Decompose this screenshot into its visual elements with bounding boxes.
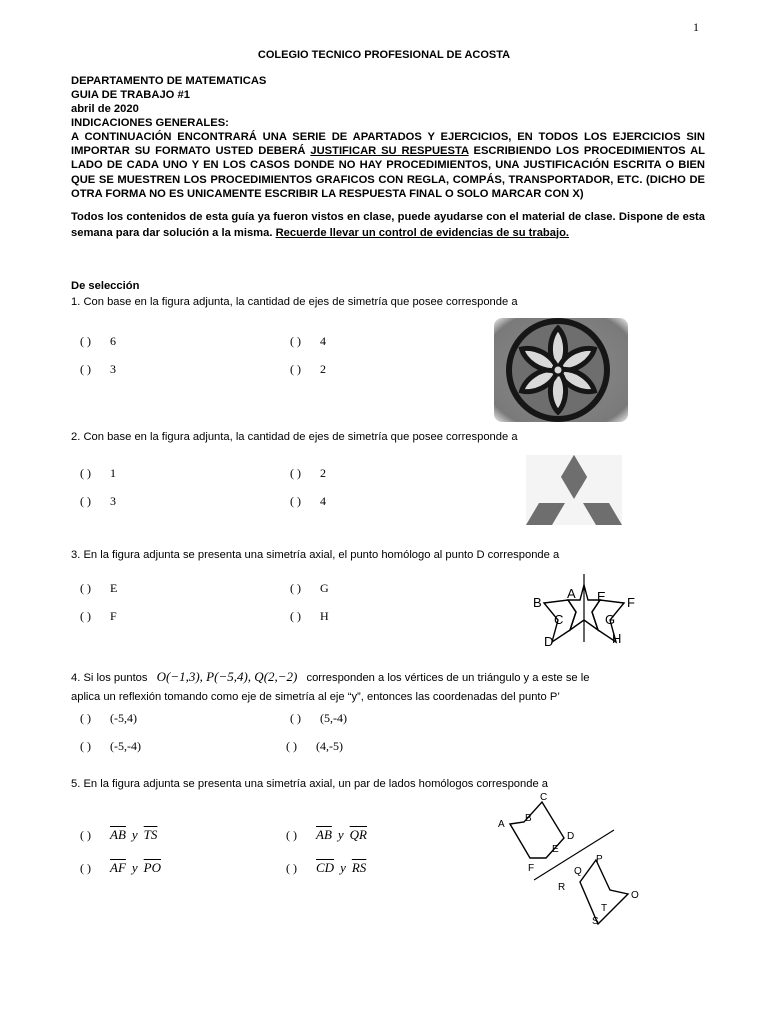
intro-text [71, 210, 705, 241]
question-4-line-1: 4. Si los puntos O(−1,3), P(−5,4), Q(2,−2) corresponden a los vértices de un triángulo y a este se le [71, 669, 590, 684]
q2-option-a[interactable]: ( ) 1 [80, 466, 116, 480]
indicaciones-text [71, 130, 705, 201]
indicaciones-title: INDICACIONES GENERALES: [71, 117, 229, 129]
points-expression: O(−1,3), P(−5,4), Q(2,−2) [156, 669, 298, 684]
poly-label-d: D [567, 831, 575, 842]
star-label-c: C [554, 612, 564, 627]
poly-label-r: R [558, 882, 566, 893]
school-title: COLEGIO TECNICO PROFESIONAL DE ACOSTA [257, 49, 511, 61]
q5-option-a[interactable]: ( ) $\overline{AB}$ y $\overline{TS}$ [80, 827, 158, 842]
q1-option-d[interactable]: ( ) 2 [290, 362, 326, 376]
star-label-f: F [627, 595, 635, 610]
q3-option-c[interactable]: ( ) F [80, 609, 117, 623]
question-5-text: 5. En la figura adjunta se presenta una simetría axial, un par de lados homólogos corresponde a [71, 778, 549, 790]
q3-option-d[interactable]: ( ) H [290, 609, 329, 623]
poly-label-f: F [528, 863, 535, 874]
poly-label-a: A [498, 819, 505, 830]
intro-underlined: Recuerde llevar un control de evidencias de su trabajo. [275, 226, 570, 239]
indicaciones-part2: ESCRIBIENDO LOS PROCEDIMIENTOS AL LADO DE CADA UNO Y EN LOS CASOS DONDE NO HAY PROCEDIMIENTOS, UNA JUSTIFICACIÓN ESCRITA O BIEN QUE SE MUESTREN LOS PROCEDIMIENTOS GRAFICOS CON REGLA, COMPÁS, TRANSPORTADOR, ETC. (DICHO DE OTRA FORMA NO ES UNICAMENTE ESCRIBIR LA RESPUESTA FINAL O SOLO MARCAR CON X) [71, 145, 705, 200]
q2-option-d[interactable]: ( ) 4 [290, 494, 326, 508]
page-number: 1 [693, 20, 699, 34]
q4-option-b[interactable]: ( ) (5,-4) [290, 711, 347, 725]
guide-date: abril de 2020 [71, 103, 139, 115]
star-label-e: E [597, 589, 606, 604]
star-label-h: H [612, 631, 622, 646]
q5-option-d[interactable]: ( ) $\overline{CD}$ y $\overline{RS}$ [286, 860, 367, 875]
q3-option-a[interactable]: ( ) E [80, 581, 118, 595]
question-1-text: 1. Con base en la figura adjunta, la cantidad de ejes de simetría que posee corresponde a [71, 296, 518, 308]
star-label-g: G [605, 612, 616, 627]
q2-option-c[interactable]: ( ) 3 [80, 494, 116, 508]
q4-option-c[interactable]: ( ) (-5,-4) [80, 739, 141, 753]
q1-option-b[interactable]: ( ) 4 [290, 334, 326, 348]
question-3-text: 3. En la figura adjunta se presenta una simetría axial, el punto homólogo al punto D corresponde a [71, 549, 560, 561]
question-4-line-2: aplica un reflexión tomando como eje de simetría al eje “y”, entonces las coordenadas del punto P’ [71, 691, 560, 703]
department: DEPARTAMENTO DE MATEMATICAS [71, 75, 267, 87]
q2-option-b[interactable]: ( ) 2 [290, 466, 326, 480]
q4-option-d[interactable]: ( ) (4,-5) [286, 739, 343, 753]
poly-label-t: T [601, 903, 608, 914]
indicaciones-part1: A CONTINUACIÓN ENCONTRARÁ UNA SERIE DE APARTADOS Y EJERCICIOS, EN TODOS LOS EJERCICIOS SIN IMPORTAR SU FORMATO USTED DEBERÁ [71, 131, 705, 158]
poly-label-q: Q [574, 866, 582, 877]
q3-option-b[interactable]: ( ) G [290, 581, 329, 595]
poly-label-s: S [592, 916, 599, 927]
star-label-a: A [567, 586, 576, 601]
flower-rosette-figure [494, 318, 628, 422]
indicaciones-underlined: JUSTIFICAR SU RESPUESTA [310, 145, 469, 158]
poly-label-e: E [552, 844, 559, 855]
poly-label-p: P [596, 854, 603, 865]
poly-label-o: O [631, 890, 639, 901]
q4-option-a[interactable]: ( ) (-5,4) [80, 711, 137, 725]
section-title: De selección [71, 280, 140, 292]
q5-option-c[interactable]: ( ) $\overline{AF}$ y $\overline{PO}$ [80, 860, 162, 875]
star-label-d: D [544, 634, 554, 649]
q1-option-a[interactable]: ( ) 6 [80, 334, 116, 348]
question-2-text: 2. Con base en la figura adjunta, la cantidad de ejes de simetría que posee corresponde a [71, 431, 518, 443]
q5-option-b[interactable]: ( ) $\overline{AB}$ y $\overline{QR}$ [286, 827, 368, 842]
star-symmetry-figure [530, 570, 640, 650]
polygon-symmetry-figure [494, 790, 654, 930]
guide-title: GUIA DE TRABAJO #1 [71, 89, 190, 101]
intro-main: Todos los contenidos de esta guía ya fueron vistos en clase, puede ayudarse con el material de clase. Dispone de esta semana para dar solución a la misma. [71, 211, 705, 239]
q1-option-c[interactable]: ( ) 3 [80, 362, 116, 376]
star-label-b: B [533, 595, 542, 610]
poly-label-b: B [525, 813, 532, 824]
three-diamond-figure [526, 455, 622, 525]
poly-label-c: C [540, 792, 548, 803]
